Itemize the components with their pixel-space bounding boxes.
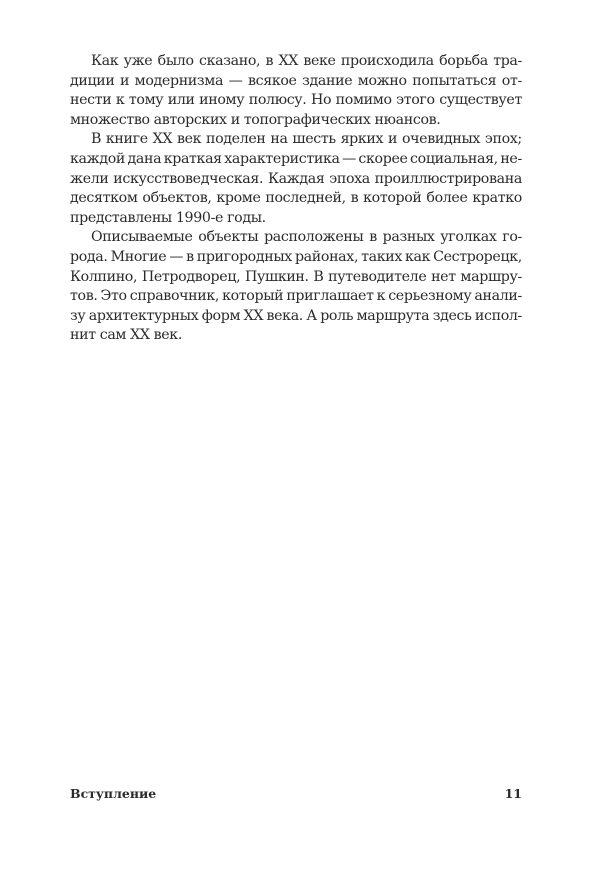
text-line: множество авторских и топографических нюансов.	[70, 111, 441, 128]
text-line: диции и модернизма — всякое здание можно попытаться от-	[70, 72, 522, 89]
page-footer	[70, 786, 522, 801]
paragraph	[70, 130, 522, 228]
text-line: жели искусствоведческая. Каждая эпоха проиллюстрирована	[70, 170, 522, 187]
text-line: десятком объектов, кроме последней, в которой более кратко	[70, 190, 522, 207]
text-line: тов. Это справочник, который приглашает к серьезному анали-	[70, 288, 522, 305]
text-line: представлены 1990-е годы.	[70, 209, 266, 226]
running-footer-section-title: Вступление	[70, 786, 157, 801]
text-line: каждой дана краткая характеристика — скорее социальная, не-	[70, 150, 522, 167]
text-line: рода. Многие — в пригородных районах, таких как Сестрорецк,	[70, 248, 522, 265]
text-line: Колпино, Петродворец, Пушкин. В путеводителе нет маршру-	[70, 268, 522, 285]
text-line: В книге XX век поделен на шесть ярких и очевидных эпох;	[91, 131, 522, 148]
text-line: зу архитектурных форм XX века. А роль маршрута здесь испол-	[70, 307, 522, 324]
text-line: Описываемые объекты расположены в разных уголках го-	[91, 229, 522, 246]
body-text	[70, 52, 522, 346]
paragraph	[70, 228, 522, 346]
paragraph	[70, 52, 522, 130]
page-number: 11	[504, 786, 522, 801]
text-line: нести к тому или иному полюсу. Но помимо этого существует	[70, 92, 522, 109]
text-line: нит сам XX век.	[70, 327, 182, 344]
text-line: Как уже было сказано, в XX веке происходила борьба тра-	[91, 53, 522, 69]
